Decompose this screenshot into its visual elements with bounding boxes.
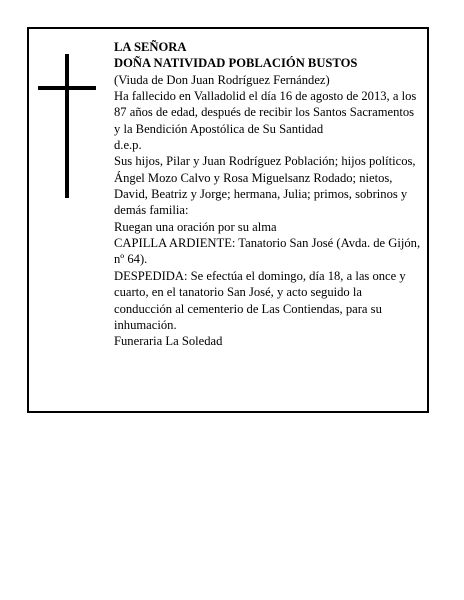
death-info: Ha fallecido en Valladolid el día 16 de agosto de 2013, a los 87 años de edad, después de recibir los Santos Sacramentos y la Bendición Apostólica de Su Santidad [114,89,417,136]
family-list: Sus hijos, Pilar y Juan Rodríguez Población; hijos políticos, Ángel Mozo Calvo y Rosa Miguelsanz Rodado; nietos, David, Beatriz y Jorge; hermana, Julia; primos, sobrinos y demás familia: [114,154,416,218]
funeral-home: Funeraria La Soledad [114,334,223,349]
cross-vertical-bar [65,54,69,198]
notice-title: LA SEÑORA [114,40,187,54]
latin-cross-icon [38,54,96,198]
prayer-request: Ruegan una oración por su alma [114,219,277,234]
farewell-info: DESPEDIDA: Se efectúa el domingo, día 18, a las once y cuarto, en el tanatorio San José, y acto seguido la conducción al cementerio de Las Contiendas, para su inhumación. [114,268,406,332]
cross-horizontal-bar [38,86,96,90]
widow-of: (Viuda de Don Juan Rodríguez Fernández) [114,72,330,87]
chapel-info: CAPILLA ARDIENTE: Tanatorio San José (Avda. de Gijón, nº 64). [114,236,421,267]
rip-abbreviation: d.e.p. [114,138,142,153]
notice-text [114,39,422,350]
deceased-name: DOÑA NATIVIDAD POBLACIÓN BUSTOS [114,56,358,71]
